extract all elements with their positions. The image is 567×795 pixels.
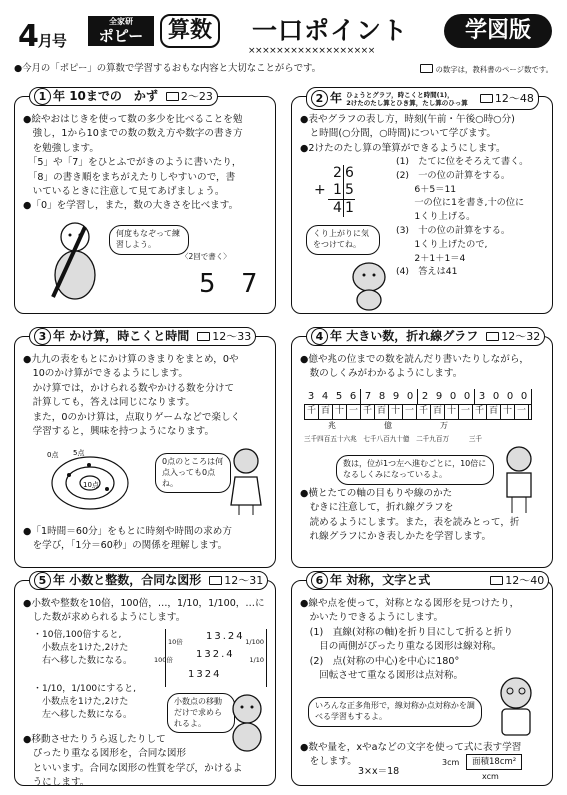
step: 1くり上げる。 bbox=[396, 211, 476, 223]
decimal-value: 132.4 bbox=[196, 649, 235, 660]
text-line: かけ算では，かけられる数やかける数を分けて bbox=[23, 382, 235, 394]
label-10x: 10倍 bbox=[168, 638, 183, 646]
text-line: ●表やグラフの表し方，時刻(午前・午後○時○分) bbox=[300, 114, 515, 125]
place-digit: 2 bbox=[421, 391, 429, 402]
book-icon bbox=[166, 92, 179, 101]
dog-illustration bbox=[338, 255, 400, 311]
panel-body-bottom bbox=[23, 733, 243, 791]
speech-bubble: 小数点の移動だけで求められるよ。 bbox=[167, 693, 235, 733]
place-digit: 9 bbox=[435, 391, 443, 402]
text-line: 計算しても，答えは同じになります。 bbox=[23, 397, 195, 409]
panel-grade-1 bbox=[14, 89, 276, 314]
place-name: 一 bbox=[347, 405, 361, 419]
text-line: した数が求められるようにします。 bbox=[23, 612, 186, 624]
target-diagram bbox=[45, 445, 135, 515]
step: (2) 一の位の計算をする。 bbox=[396, 169, 511, 181]
place-name: 十 bbox=[445, 405, 459, 419]
text-line: ●2けたのたし算の筆算ができるようにします。 bbox=[300, 142, 506, 154]
equation: 3×x＝18 bbox=[358, 766, 400, 777]
speech-bubble: 0点のところは何点入っても0点ね。 bbox=[155, 453, 231, 493]
panel-body-bottom bbox=[300, 487, 520, 545]
target-label-10: 10点 bbox=[83, 481, 99, 489]
text-line: 小数点を1けた,2けた bbox=[33, 643, 129, 654]
place-digit: 7 bbox=[364, 391, 372, 402]
text-line: をします。 bbox=[300, 756, 357, 768]
place-name: 十 bbox=[501, 405, 515, 419]
area-rectangle: 面積18cm² bbox=[466, 754, 522, 770]
panel-body bbox=[23, 597, 267, 626]
number-reading: 三千四百五十六兆 七千八百九十億 二千九百万 三千 bbox=[304, 434, 483, 443]
step: (1) たてに位をそろえて書く。 bbox=[396, 156, 529, 167]
intro-text: ●今月の「ポピー」の算数で学習するおもな内容と大切なことがらです。 bbox=[14, 63, 321, 74]
poppy-logo: 全家研 ポピー bbox=[88, 16, 154, 46]
place-digit: 8 bbox=[378, 391, 386, 402]
book-icon bbox=[486, 332, 499, 341]
area-length-label: xcm bbox=[482, 772, 499, 781]
target-label-0: 0点 bbox=[47, 451, 59, 459]
decimal-value: 1324 bbox=[188, 669, 222, 680]
step: (3) 十の位の計算をする。 bbox=[396, 224, 511, 236]
panel-grade-3 bbox=[14, 329, 276, 568]
label-1-10: 1/10 bbox=[249, 656, 264, 664]
text-line: ●「0」を学習し，また，数の大きさを比べます。 bbox=[23, 200, 239, 212]
place-name: 千 bbox=[417, 405, 431, 419]
place-name: 十 bbox=[389, 405, 403, 419]
panel-title: 5 年 小数と整数，合同な図形 12〜31 bbox=[29, 571, 268, 590]
step: (4) 答えは41 bbox=[396, 266, 458, 278]
decimal-value: 13.24 bbox=[206, 631, 245, 642]
month-number: 4月号 bbox=[18, 19, 66, 54]
text-line: ●数や量を，xやaなどの文字を使って式に表す学習 bbox=[300, 742, 522, 753]
panel-title: 6 年 対称，文字と式 12〜40 bbox=[306, 571, 549, 590]
step: 6＋5＝11 bbox=[396, 183, 457, 195]
edition-badge: 学図版 bbox=[444, 14, 552, 48]
panel-grade-5 bbox=[14, 573, 276, 789]
book-icon bbox=[480, 94, 493, 103]
text-line: ●横とたての軸の目もりや線のかた bbox=[300, 488, 453, 499]
text-line: ●線や点を使って，対称となる図形を見つけたり， bbox=[300, 598, 520, 609]
text-line: といいます。合同な図形の性質を学び，かけるよ bbox=[23, 762, 243, 774]
place-digit: 4 bbox=[321, 391, 329, 402]
text-line: また，0のかけ算は，点取りゲームなどで楽しく bbox=[23, 411, 241, 423]
place-name: 一 bbox=[515, 405, 529, 419]
place-digit: 6 bbox=[346, 389, 361, 404]
text-line: ●億や兆の位までの数を読んだり書いたりしながら， bbox=[300, 354, 530, 365]
panel-title: 2 年 ひょうとグラフ，時こくと時間(1)， 2けたのたし算とひき算，たし算のひっ算 12〜48 bbox=[306, 87, 539, 110]
label-1-100: 1/100 bbox=[245, 638, 264, 646]
place-digit: 0 bbox=[517, 389, 532, 404]
place-name: 百 bbox=[319, 405, 333, 419]
place-name: 百 bbox=[431, 405, 445, 419]
panel-body bbox=[300, 353, 544, 382]
panel-body bbox=[23, 113, 267, 214]
panel-grade-6 bbox=[291, 573, 553, 786]
place-digit: 0 bbox=[449, 391, 457, 402]
writing-caption: 〈2回で書く〉 bbox=[181, 252, 231, 261]
text-line: 読めるようにします。また，表を読みとって，折 bbox=[300, 516, 520, 528]
panel-title: 4 年 大きい数，折れ線グラフ 12〜32 bbox=[306, 327, 545, 346]
book-icon bbox=[490, 576, 503, 585]
text-line: 10のかけ算ができるようにします。 bbox=[23, 368, 188, 380]
text-line: 目の両側がぴったり重なる図形は線対称。 bbox=[300, 641, 502, 653]
text-line: ●絵やおはじきを使って数の多少を比べることを勉 bbox=[23, 114, 243, 125]
text-line: かいたりできるようにします。 bbox=[300, 612, 444, 624]
speech-bubble: 数は，位が1つ左へ進むごとに，10倍になるしくみになっているよ。 bbox=[336, 455, 494, 485]
place-name: 一 bbox=[403, 405, 417, 419]
text-line: 「5」や「7」をひとふでがきのように書いたり， bbox=[23, 157, 242, 169]
place-digit: 0 bbox=[506, 391, 514, 402]
text-line: 学習すると，興味を持つようになります。 bbox=[23, 425, 215, 437]
place-value-table bbox=[304, 389, 532, 444]
digit-seven: 7 bbox=[241, 269, 258, 299]
digit-five: 5 bbox=[199, 269, 216, 299]
rule-divide bbox=[33, 683, 136, 722]
text-line: ●九九の表をもとにかけ算のきまりをまとめ，0や bbox=[23, 354, 239, 365]
text-line: 左へ移した数になる。 bbox=[33, 710, 133, 721]
subject-label: 算数 bbox=[160, 14, 220, 48]
header bbox=[14, 8, 554, 60]
place-name: 千 bbox=[305, 405, 319, 419]
panel-body bbox=[300, 597, 544, 683]
rule-times bbox=[33, 629, 132, 668]
panel-body-bottom bbox=[23, 525, 232, 554]
place-digit: 9 bbox=[392, 391, 400, 402]
text-line: ●「1時間＝60分」をもとに時刻や時間の求め方 bbox=[23, 526, 232, 537]
panel-grade-2 bbox=[291, 90, 553, 314]
text-line: 強し，1から10までの数の数え方や数字の書き方 bbox=[23, 128, 243, 140]
panel-body bbox=[23, 353, 267, 439]
panel-grade-4 bbox=[291, 329, 553, 568]
place-digit: 0 bbox=[403, 389, 418, 404]
text-line: を勉強します。 bbox=[23, 142, 99, 154]
place-name: 百 bbox=[487, 405, 501, 419]
text-line: 右へ移した数になる。 bbox=[33, 656, 133, 667]
place-name: 千 bbox=[473, 405, 487, 419]
unit-cho: 兆 bbox=[328, 420, 336, 430]
text-line: れ線グラフにかき表しかたを学習します。 bbox=[300, 531, 492, 543]
text-line: ぴったり重なる図形を，合同な図形 bbox=[23, 748, 187, 760]
panel-title: 1 年 10までの かず 2〜23 bbox=[29, 87, 218, 106]
text-line: ・10倍,100倍すると, bbox=[33, 630, 122, 640]
text-line: 数のしくみがわかるようにします。 bbox=[300, 368, 463, 380]
target-label-5: 5点 bbox=[73, 449, 85, 457]
text-line: 小数点を1けた,2けた bbox=[33, 697, 129, 708]
text-line: (2) 点(対称の中心)を中心に180° bbox=[300, 655, 460, 667]
place-name: 百 bbox=[375, 405, 389, 419]
page-note: の数字は，教科書のページ数です。 bbox=[420, 64, 553, 75]
turtle-pencil-illustration bbox=[45, 217, 105, 307]
place-name: 十 bbox=[333, 405, 347, 419]
speech-bubble: いろんな正多角形で，線対称か点対称かを調べる学習もするよ。 bbox=[308, 697, 482, 727]
step: 一の位に1を書き,十の位に bbox=[396, 197, 525, 209]
text-line: ●小数や整数を10倍，100倍，…，1/10，1/100，…に bbox=[23, 598, 265, 609]
label-100x: 100倍 bbox=[154, 656, 173, 664]
place-name: 一 bbox=[459, 405, 473, 419]
text-line: (1) 直線(対称の軸)を折り目にして折ると折り bbox=[300, 626, 513, 638]
unit-man: 万 bbox=[440, 420, 448, 430]
unit-oku: 億 bbox=[384, 420, 392, 430]
text-line: いているときに注意して見てあげましょう。 bbox=[23, 185, 225, 197]
step: 2＋1＋1＝4 bbox=[396, 252, 466, 264]
text-line: 「8」の書き順をまちがえたりしやすいので，書 bbox=[23, 171, 236, 183]
girl-illustration bbox=[223, 445, 269, 517]
text-line: ●移動させたりうら返したりして bbox=[23, 734, 166, 745]
place-digit: 3 bbox=[478, 391, 486, 402]
speech-bubble: 何度もなぞって練習しよう。 bbox=[109, 225, 189, 255]
book-icon bbox=[209, 576, 222, 585]
column-addition: 2 6 + 1 5 4 1 bbox=[314, 165, 354, 216]
place-digit: 0 bbox=[492, 391, 500, 402]
decimal-shift-diagram bbox=[154, 629, 267, 687]
professor-illustration bbox=[488, 673, 544, 737]
place-digit: 3 bbox=[307, 391, 315, 402]
book-icon bbox=[420, 64, 433, 73]
title-underline-stars: ×××××××××××××××××× bbox=[248, 46, 375, 56]
place-digit: 0 bbox=[460, 389, 475, 404]
step: 1くり上げたので, bbox=[396, 238, 488, 250]
area-width-label: 3cm bbox=[442, 758, 460, 767]
text-line: 回転させて重なる図形は点対称。 bbox=[300, 669, 464, 681]
page-title: 一口ポイント bbox=[252, 16, 409, 45]
text-line: を学び，「1分＝60秒」の関係を理解します。 bbox=[23, 540, 228, 552]
text-line: うにします。 bbox=[23, 777, 90, 789]
text-line: むきに注意して，折れ線グラフを bbox=[300, 502, 454, 514]
place-name: 千 bbox=[361, 405, 375, 419]
book-icon bbox=[197, 332, 210, 341]
text-line: ・1/10，1/100にすると, bbox=[33, 684, 137, 694]
panel-title: 3 年 かけ算，時こくと時間 12〜33 bbox=[29, 327, 256, 346]
place-digit: 5 bbox=[335, 391, 343, 402]
steps-list bbox=[396, 155, 528, 279]
speech-bubble: くり上がりに気をつけてね。 bbox=[306, 225, 380, 255]
text-line: と時間(○分間，○時間)について学びます。 bbox=[300, 128, 496, 140]
panel-body bbox=[300, 113, 544, 156]
